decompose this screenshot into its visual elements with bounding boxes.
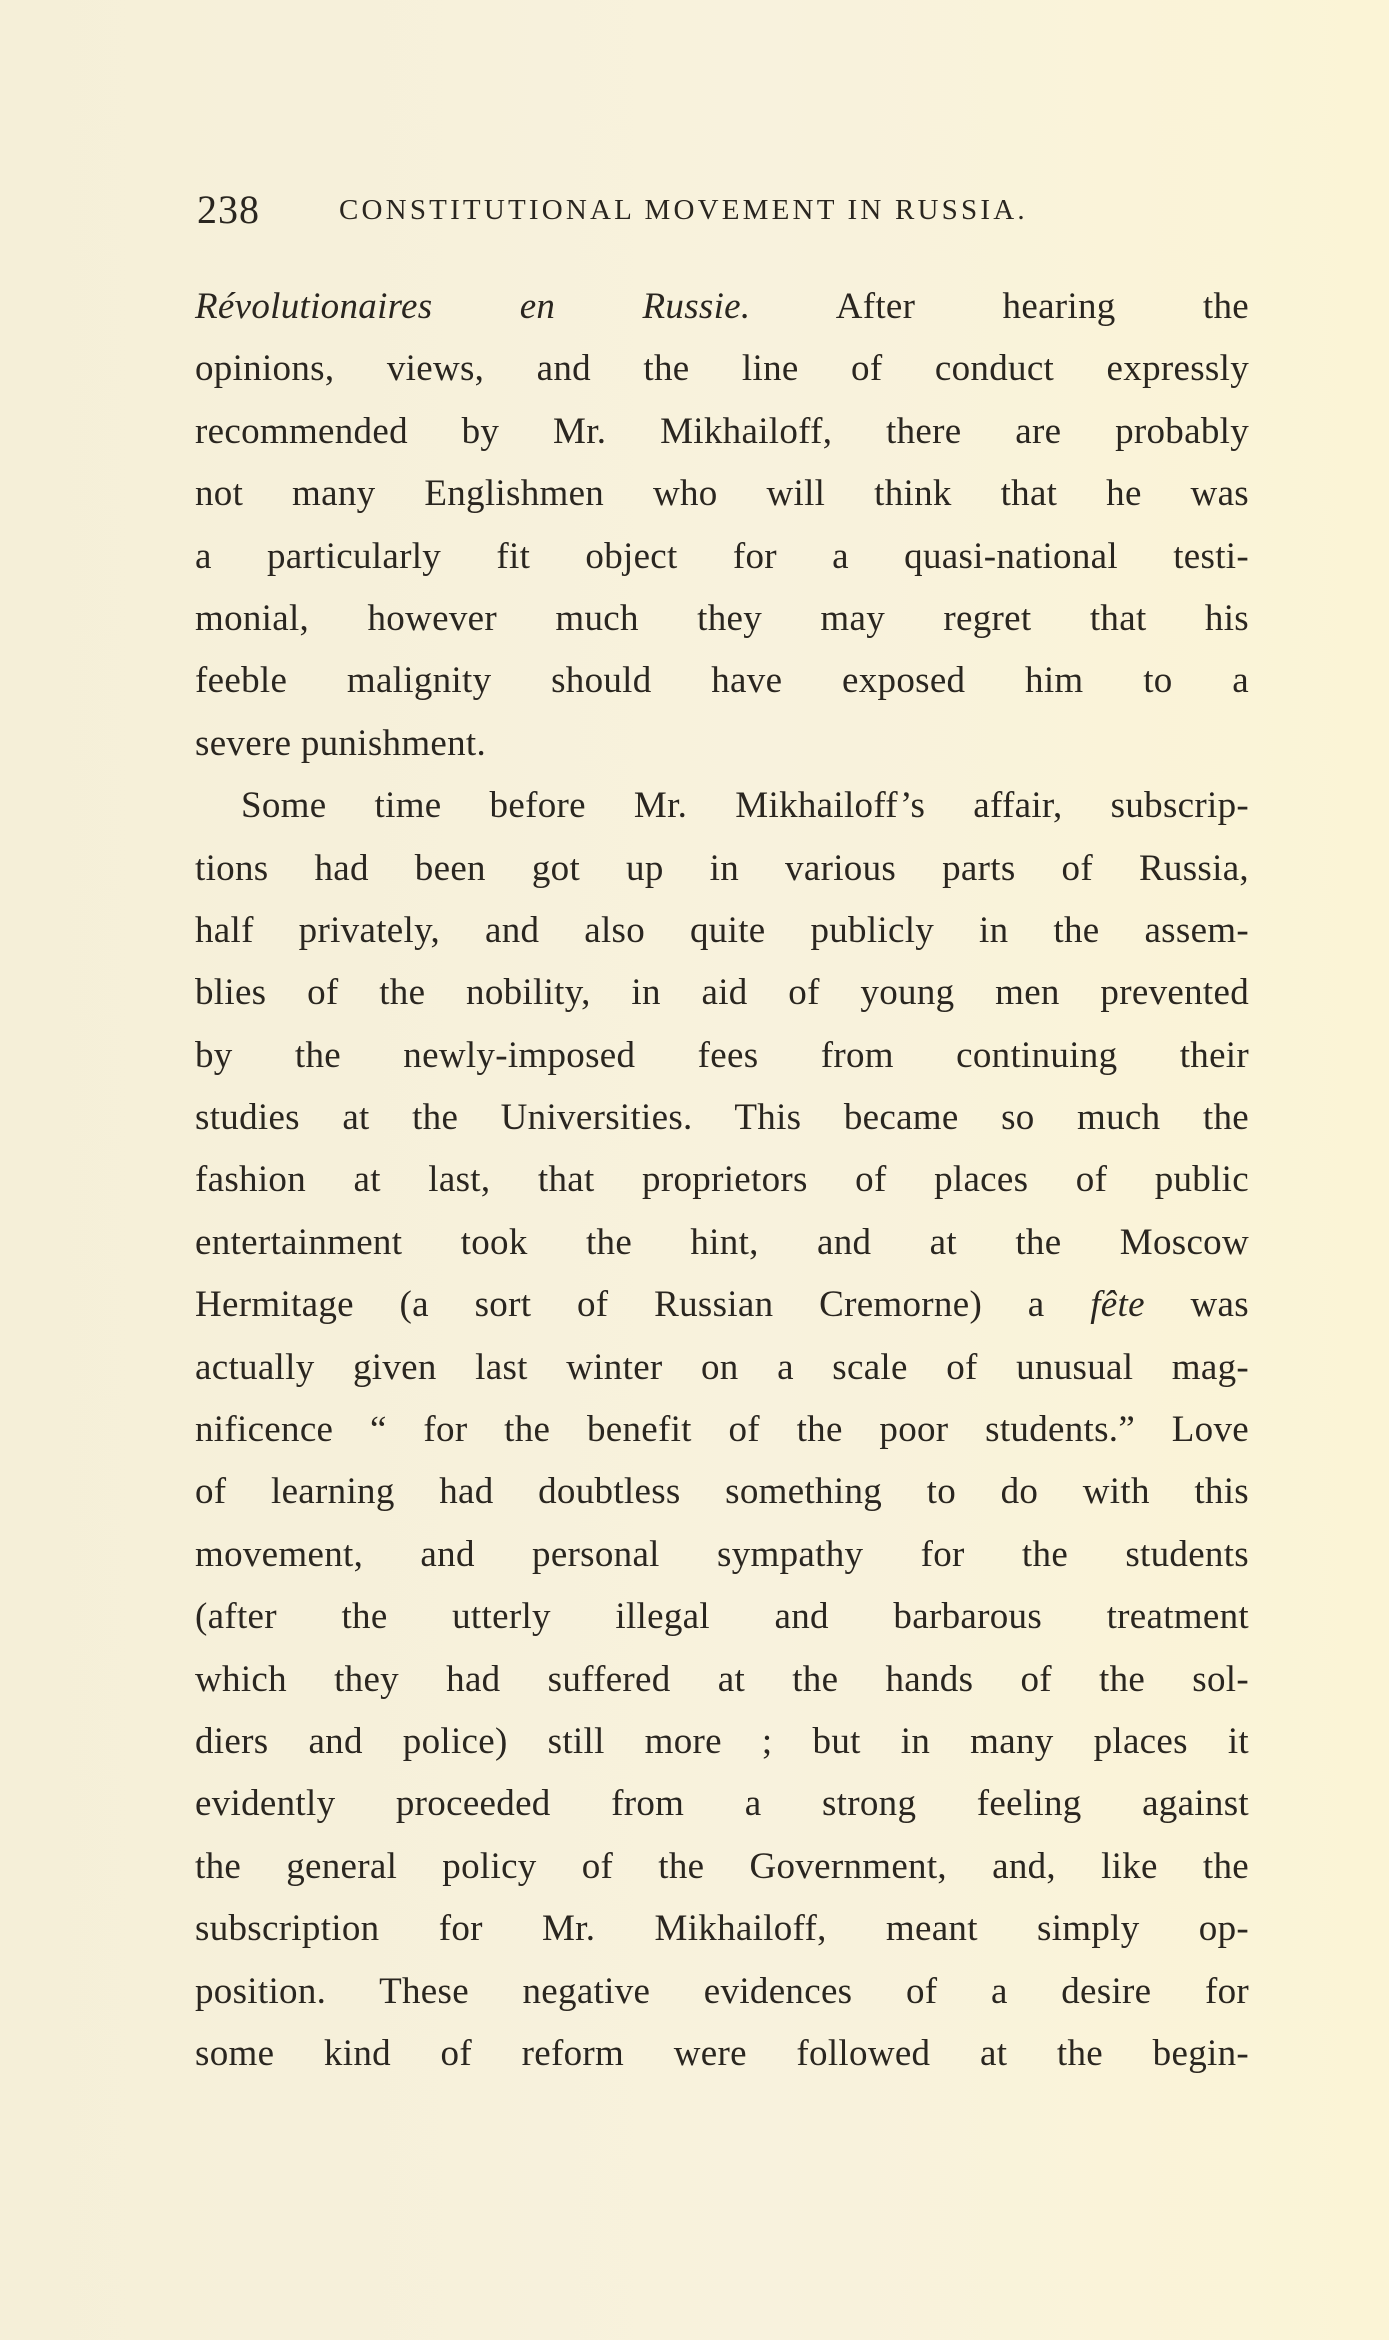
text-line: which they had suffered at the hands of the sol-: [195, 1658, 1249, 1700]
text-span: was: [1190, 1284, 1249, 1326]
text-line: diers and police) still more ; but in many places it: [195, 1720, 1249, 1762]
italic-title: Révolutionaires en Russie.: [195, 286, 751, 327]
text-line: movement, and personal sympathy for the students: [195, 1533, 1249, 1575]
page-number: 238: [197, 187, 260, 232]
text-span: After hearing the: [835, 286, 1249, 327]
text-line: some kind of reform were followed at the begin-: [195, 2032, 1249, 2074]
text-line: fashion at last, that proprietors of places of public: [195, 1159, 1249, 1201]
text-line: not many Englishmen who will think that he was: [195, 473, 1249, 515]
italic-word: fête: [1090, 1284, 1145, 1326]
text-line: opinions, views, and the line of conduct expressly: [195, 348, 1249, 390]
text-line: monial, however much they may regret that his: [195, 597, 1249, 639]
text-line: entertainment took the hint, and at the Moscow: [195, 1221, 1249, 1263]
text-line: evidently proceeded from a strong feeling against: [195, 1783, 1249, 1825]
text-line: feeble malignity should have exposed him to a: [195, 660, 1249, 702]
text-line: blies of the nobility, in aid of young men prevented: [195, 972, 1249, 1014]
text-line: position. These negative evidences of a desire for: [195, 1970, 1249, 2012]
text-span: Hermitage (a sort of Russian Cremorne) a: [195, 1284, 1045, 1326]
body-text: [195, 276, 1249, 2085]
text-line: tions had been got up in various parts of Russia,: [195, 847, 1249, 889]
text-line: studies at the Universities. This became so much the: [195, 1097, 1249, 1139]
text-line: [195, 1274, 1249, 1336]
text-line: half privately, and also quite publicly in the assem-: [195, 909, 1249, 951]
text-line: actually given last winter on a scale of unusual mag-: [195, 1346, 1249, 1388]
text-line: nificence “ for the benefit of the poor students.” Love: [195, 1409, 1249, 1451]
text-line: by the newly-imposed fees from continuing their: [195, 1034, 1249, 1076]
text-line: severe punishment.: [195, 722, 487, 764]
running-title: CONSTITUTIONAL MOVEMENT IN RUSSIA.: [339, 194, 1028, 226]
text-line: recommended by Mr. Mikhailoff, there are probably: [195, 410, 1249, 452]
text-line: the general policy of the Government, and, like the: [195, 1845, 1249, 1887]
text-line: Some time before Mr. Mikhailoff’s affair, subscrip-: [241, 785, 1249, 827]
running-head: [197, 186, 1257, 236]
text-line: of learning had doubtless something to do with this: [195, 1471, 1249, 1513]
text-line: subscription for Mr. Mikhailoff, meant simply op-: [195, 1908, 1249, 1950]
text-line: [195, 276, 1249, 338]
text-line: a particularly fit object for a quasi-national testi-: [195, 535, 1249, 577]
text-line: (after the utterly illegal and barbarous treatment: [195, 1596, 1249, 1638]
